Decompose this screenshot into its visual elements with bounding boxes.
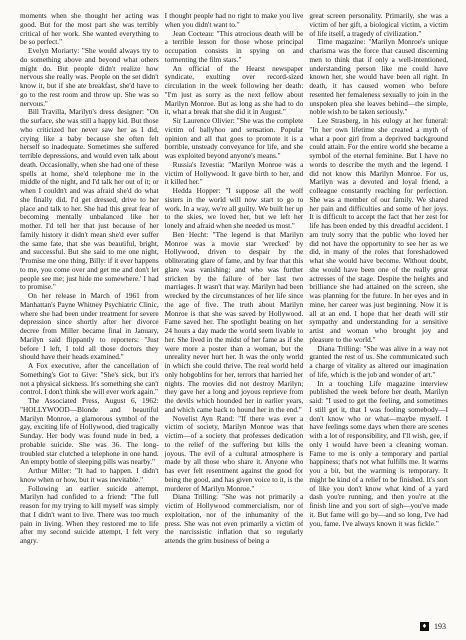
paragraph: Arthur Miller: "It had to happen. I didn't know when or how, but it was inevitable."	[20, 466, 159, 484]
paragraph: A Fox executive, after the cancellation of Something's Got to Give: "She's sick, but it's not a physical sickness. It's something she can't control. I don't think she will ever work again."	[20, 361, 159, 397]
text-column-middle	[165, 12, 304, 618]
paragraph: I thought people had no right to make you live when you didn't want to."	[164, 12, 304, 29]
paragraph: Evelyn Moriarty: "She would always try to do something above and beyond what others might do. But people didn't realize how nervous she really was. People on the set didn't know it, but if she ate breakfast, she'd have to go to the rest room and throw up. She was so nervous."	[20, 46, 159, 108]
article-body	[20, 12, 448, 618]
paragraph: Ben Hecht: "The legend is that Marilyn Monroe was a movie star 'wrecked' by Hollywood, driven to despair by the obliterating glare of fame, and by fear that this glare was vanishing; and who was further stricken by the failure of her last two marriages. It wasn't that way. Marilyn had been wrecked by the circumstances of her life since the age of five. The truth about Marilyn Monroe is that she was saved by Hollywood. Fame saved her. The spotlight beating on her 24 hours a day made the world seem livable to her. She lived in the midst of her fame as if she were more a poster than a woman, but the unreality never hurt her. It was the only world in which she could thrive. The real world held only hobgoblins for her, terrors that harried her nights. The movies did not destroy Marilyn; they gave her a long and joyous reprieve from the devils which hounded her in earlier years, and which came back to hound her in the end."	[164, 229, 304, 414]
paragraph: Sir Laurence Olivier: "She was the complete victim of ballyhoo and sensation. Popular opinion and all that goes to promote it is a horrible, unsteady conveyance for life, and she was exploited beyond anyone's means."	[164, 116, 304, 160]
paragraph: great screen personality. Primarily, she was a victim of her gift, a biological victim, a victim of life itself, a tragedy of civilization."	[309, 12, 449, 38]
paragraph: Hedda Hopper: "I suppose all the wolf sisters in the world will now start to go to work. In a way, we're all guilty. We built her up to the skies, we loved her, but we left her lonely and afraid when she needed us most."	[164, 186, 304, 230]
end-mark-rabbit-icon: ♦	[421, 622, 428, 630]
paragraph: On her release in March of 1961 from Manhattan's Payne Whitney Psychiatric Clinic, where she had been under treatment for severe depression since shortly after her divorce decree from Miller became final in January, Marilyn said flippantly to reporters: "Just before I left, I told all those doctors they should have their heads examined."	[20, 291, 159, 362]
text-column-right	[309, 12, 448, 618]
paragraph: Jean Cocteau: "This atrocious death will be a terrible lesson for those whose principal occupation consists in spying on and tormenting the film stars."	[164, 28, 304, 64]
paragraph: Bill Travilla, Marilyn's dress designer: "On the surface, she was still a happy kid. But those who criticized her never saw her as I did, crying like a baby because she often felt herself so inadequate. Sometimes she suffered terrible depressions, and would even talk about death. Occasionally, when she had one of these spells at home, she'd telephone me in the middle of the night, and I'd talk her out of it; or when I couldn't and was afraid she'd do what she finally did, I'd get dressed, drive to her place and talk to her. She had this great fear of becoming mentally unbalanced like her mother. I'd tell her that just because of her family history it didn't mean she'd ever suffer the same fate, that she was beautiful, bright, and successful. But she said to me one night, 'Promise me one thing, Billy: if it ever happens to me, you come over and get me and don't let people see me; just hide me somewhere.' I had to promise."	[20, 107, 159, 292]
paragraph: Time magazine: "Marilyn Monroe's unique charisma was the force that caused discerning men to think that if only a well-intentioned, understanding person like me could have known her, she would have been all right. In death, it has caused women who before resented her femaleness sexually to join in the unspoken plea she leaves behind—the simple, noble wish to be taken seriously."	[309, 37, 449, 117]
paragraph: Novelist Ayn Rand: "If there was ever a victim of society, Marilyn Monroe was that victim—of a society that professes dedication to the relief of the suffering but kills the joyous. The evil of a cultural atmosphere is made by all those who share it. Anyone who has ever felt resentment against the good for being the good, and has given voice to it, is the murderer of Marilyn Monroe."	[164, 413, 304, 493]
paragraph: Russia's Izvestia: "Marilyn Monroe was a victim of Hollywood. It gave birth to her, and it killed her."	[164, 159, 304, 187]
paragraph: The Associated Press, August 6, 1962: "HOLLYWOOD—Blonde and beautiful Marilyn Monroe, a glamorous symbol of the gay, exciting life of Hollywood, died tragically Sunday. Her body was found nude in bed, a probable suicide. She was 36. The long-troubled star clutched a telephone in one hand. An empty bottle of sleeping pills was nearby."	[20, 396, 159, 467]
paragraph: Following an earlier suicide attempt, Marilyn had confided to a friend: "The full reason for my trying to kill myself was simply that I didn't want to live. There was too much pain in living. When they restored me to life after my second suicide attempt, I felt very angry.	[20, 483, 159, 545]
text-column-left	[20, 12, 159, 618]
page-number: 193	[434, 622, 446, 631]
paragraph: Lee Strasberg, in his eulogy at her funeral: "In her own lifetime she created a myth of what a poor girl from a deprived background could attain. For the entire world she became a symbol of the eternal feminine. But I have no words to describe the myth and the legend. I did not know this Marilyn Monroe. For us, Marilyn was a devoted and loyal friend, a colleague constantly reaching for perfection. She was a member of our family. We shared her pain and difficulties and some of her joys. It is difficult to accept the fact that her zest for life has been ended by this dreadful accident. I am truly sorry that the public who loved her did not have the opportunity to see her as we did, in many of the roles that foreshadowed what she would have become. Without doubt, she would have been one of the really great actresses of the stage. Despite the heights and brilliance she had attained on the screen, she was planning for the future. In her eyes and in mine, her career was just beginning. Now it is all at an end. I hope that her death will stir sympathy and understanding for a sensitive artist and woman who brought joy and pleasure to the world."	[309, 116, 449, 344]
paragraph: Diana Trilling: "She was alive in a way not granted the rest of us. She communicated such a charge of vitality as altered our imagination of life, which is the job and wonder of art."	[309, 343, 449, 379]
paragraph: An official of the Hearst newspaper syndicate, exulting over record-sized circulation in the week following her death: "I'm just as sorry as the next fellow about Marilyn Monroe. But as long as she had to do it, what a break that she did it in August."	[164, 63, 304, 117]
paragraph: moments when she thought her acting was good. But for the most part she was terribly critical of her work. She wanted everything to be so perfect."	[20, 12, 159, 47]
paragraph: In a touching Life magazine interview published the week before her death, Marilyn said: "I used to get the feeling, and sometimes I still get it, that I was fooling somebody—I don't know who or what—maybe myself. I have feelings some days when there are scenes with a lot of responsibility, and I'll wish, gee, if only I would have been a cleaning woman. Fame to me is only a temporary and partial happiness; that's not what fulfills me. It warms you a bit, but the warming is temporary. It might be kind of a relief to be finished. It's sort of like you don't know what kind of a yard dash you're running, and then you're at the finish line and you sort of sigh—you've made it. But fame will go by—and so long, I've had you, fame. I've always known it was fickle."	[309, 378, 449, 528]
paragraph: Diana Trilling: "She was not primarily a victim of Hollywood commercialism, nor of exploitation, nor of the inhumanity of the press. She was not even primarily a victim of the narcissistic inflation that so regularly attends the grim business of being a	[164, 492, 304, 545]
page-folio	[420, 622, 446, 631]
